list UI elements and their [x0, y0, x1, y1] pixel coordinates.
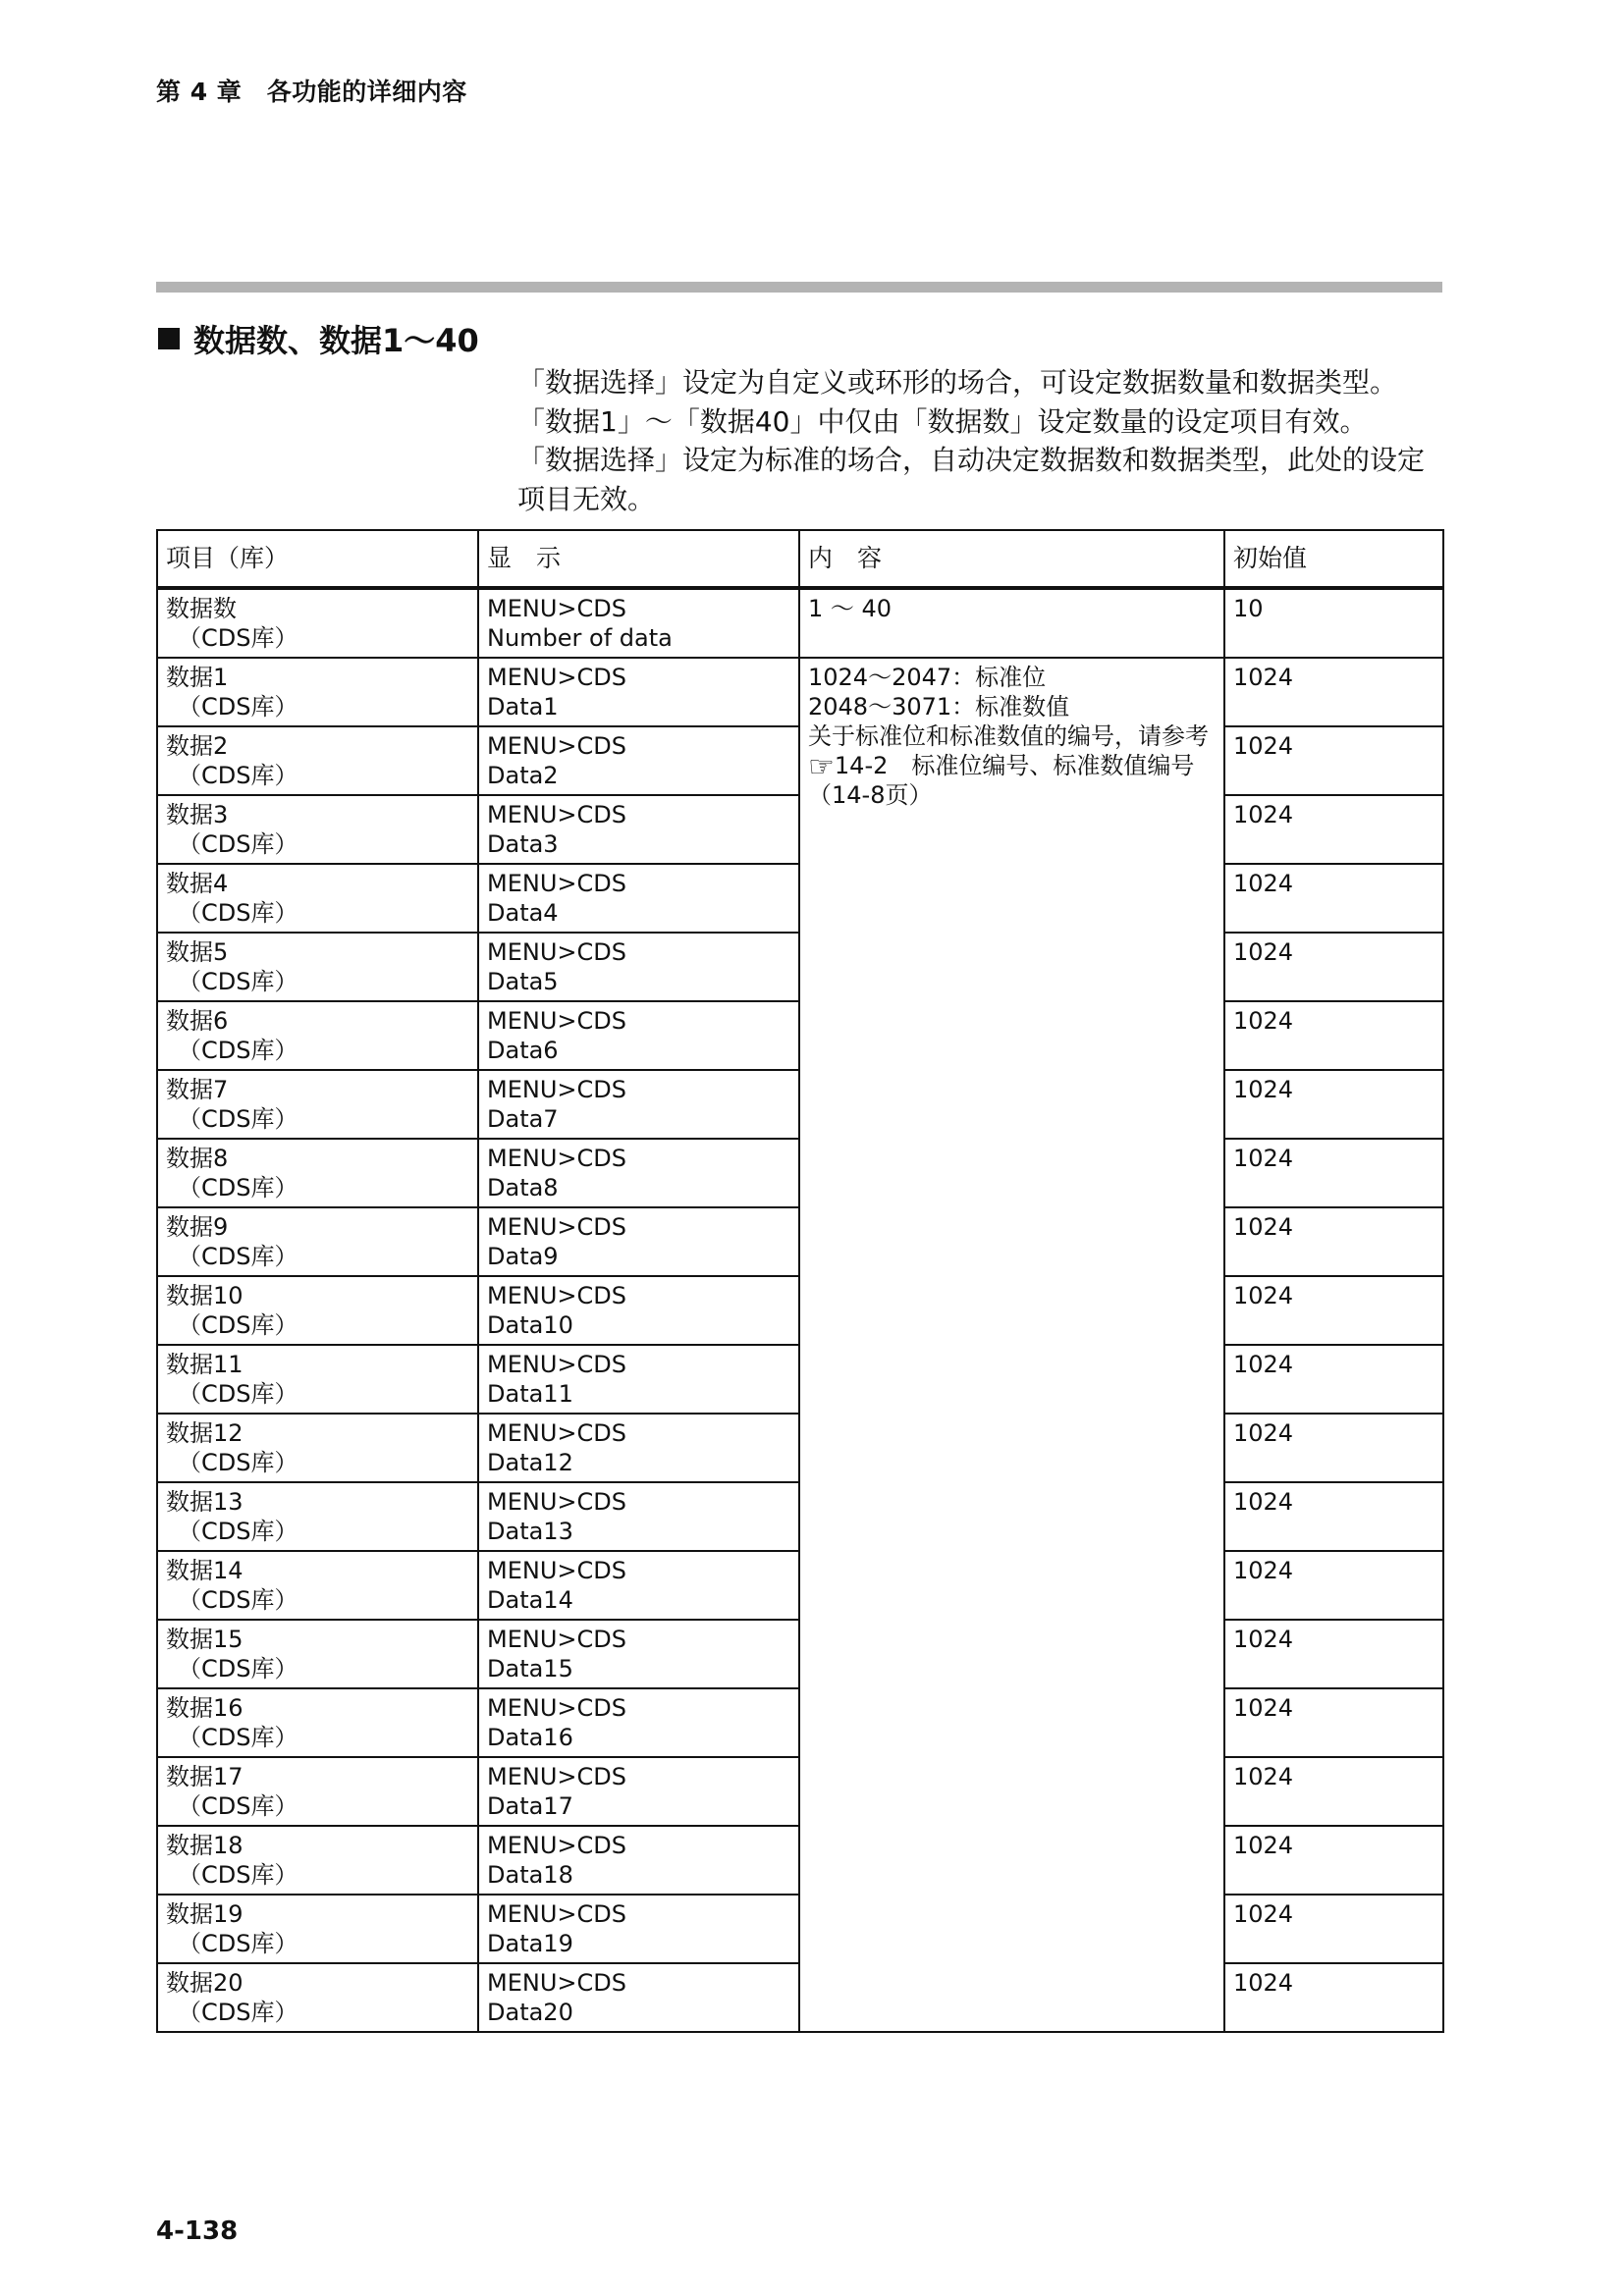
header-item: 项目（库） — [157, 530, 478, 588]
menu-path: MENU>CDS — [487, 1969, 626, 1997]
item-cell — [157, 1414, 478, 1482]
item-bank: （CDS库） — [178, 1105, 298, 1133]
display-name: Data18 — [487, 1861, 573, 1889]
item-name: 数据18 — [166, 1832, 244, 1859]
item-cell — [157, 658, 478, 726]
item-cell — [157, 1963, 478, 2032]
content-line: 2048～3071：标准数值 — [808, 693, 1070, 721]
display-name: Data10 — [487, 1311, 573, 1339]
display-name: Data11 — [487, 1380, 573, 1408]
initial-cell: 1024 — [1224, 933, 1443, 1001]
item-cell — [157, 1895, 478, 1963]
item-cell — [157, 1345, 478, 1414]
display-name: Data20 — [487, 1999, 573, 2026]
display-cell — [478, 1276, 799, 1345]
menu-path: MENU>CDS — [487, 595, 626, 622]
table-header-row — [157, 530, 1443, 588]
header-display: 显 示 — [478, 530, 799, 588]
display-cell — [478, 1620, 799, 1688]
item-bank: （CDS库） — [178, 1999, 298, 2026]
item-name: 数据13 — [166, 1488, 244, 1516]
initial-cell: 10 — [1224, 588, 1443, 658]
item-cell — [157, 1482, 478, 1551]
display-name: Data4 — [487, 899, 559, 927]
menu-path: MENU>CDS — [487, 870, 626, 897]
display-cell — [478, 933, 799, 1001]
table-row — [157, 588, 1443, 658]
initial-cell: 1024 — [1224, 1551, 1443, 1620]
section-title: 数据数、数据1～40 — [193, 322, 479, 359]
item-name: 数据数 — [166, 595, 237, 622]
display-cell — [478, 1688, 799, 1757]
intro-paragraph: 「数据选择」设定为自定义或环形的场合，可设定数据数量和数据类型。 — [517, 366, 1398, 399]
display-cell — [478, 588, 799, 658]
item-bank: （CDS库） — [178, 1243, 298, 1270]
item-bank: （CDS库） — [178, 1586, 298, 1614]
item-cell — [157, 1620, 478, 1688]
display-cell — [478, 1895, 799, 1963]
initial-cell: 1024 — [1224, 1207, 1443, 1276]
display-cell — [478, 1551, 799, 1620]
item-cell — [157, 1276, 478, 1345]
item-cell — [157, 588, 478, 658]
display-name: Data14 — [487, 1586, 573, 1614]
item-cell — [157, 1001, 478, 1070]
initial-cell: 1024 — [1224, 1070, 1443, 1139]
menu-path: MENU>CDS — [487, 1419, 626, 1447]
display-cell — [478, 1963, 799, 2032]
item-bank: （CDS库） — [178, 1518, 298, 1545]
section-intro — [517, 363, 1445, 518]
item-bank: （CDS库） — [178, 968, 298, 995]
display-name: Number of data — [487, 624, 673, 652]
display-cell — [478, 1139, 799, 1207]
display-cell — [478, 1826, 799, 1895]
display-cell — [478, 1345, 799, 1414]
item-name: 数据16 — [166, 1694, 244, 1722]
item-bank: （CDS库） — [178, 1792, 298, 1820]
display-name: Data8 — [487, 1174, 559, 1201]
intro-paragraph: 「数据选择」设定为标准的场合，自动决定数据数和数据类型，此处的设定项目无效。 — [517, 444, 1426, 515]
merged-content-cell — [799, 658, 1224, 2032]
item-bank: （CDS库） — [178, 1174, 298, 1201]
header-initial: 初始值 — [1224, 530, 1443, 588]
item-bank: （CDS库） — [178, 1380, 298, 1408]
item-name: 数据10 — [166, 1282, 244, 1309]
cross-reference-text: 14-2 标准位编号、标准数值编号 （14-8页） — [808, 752, 1218, 809]
item-name: 数据9 — [166, 1213, 229, 1241]
display-name: Data16 — [487, 1724, 573, 1751]
initial-cell: 1024 — [1224, 1895, 1443, 1963]
item-cell — [157, 1688, 478, 1757]
display-cell — [478, 726, 799, 795]
menu-path: MENU>CDS — [487, 1007, 626, 1035]
menu-path: MENU>CDS — [487, 732, 626, 760]
initial-cell: 1024 — [1224, 795, 1443, 864]
initial-cell: 1024 — [1224, 726, 1443, 795]
item-bank: （CDS库） — [178, 1449, 298, 1476]
initial-cell: 1024 — [1224, 1963, 1443, 2032]
display-name: Data3 — [487, 830, 559, 858]
display-cell — [478, 1757, 799, 1826]
item-bank: （CDS库） — [178, 762, 298, 789]
initial-cell: 1024 — [1224, 1414, 1443, 1482]
cross-reference[interactable] — [808, 751, 1216, 810]
item-cell — [157, 1551, 478, 1620]
item-bank: （CDS库） — [178, 1037, 298, 1064]
item-bank: （CDS库） — [178, 830, 298, 858]
item-bank: （CDS库） — [178, 1655, 298, 1682]
display-cell — [478, 1070, 799, 1139]
parameter-table — [156, 529, 1444, 2033]
initial-cell: 1024 — [1224, 1139, 1443, 1207]
menu-path: MENU>CDS — [487, 1282, 626, 1309]
item-name: 数据12 — [166, 1419, 244, 1447]
initial-cell: 1024 — [1224, 1620, 1443, 1688]
display-cell — [478, 864, 799, 933]
display-name: Data13 — [487, 1518, 573, 1545]
item-name: 数据15 — [166, 1626, 244, 1653]
display-cell — [478, 1207, 799, 1276]
section-divider — [156, 282, 1442, 293]
item-bank: （CDS库） — [178, 1861, 298, 1889]
initial-cell: 1024 — [1224, 1826, 1443, 1895]
item-name: 数据2 — [166, 732, 229, 760]
content-cell: 1 ～ 40 — [799, 588, 1224, 658]
item-cell — [157, 1757, 478, 1826]
item-name: 数据20 — [166, 1969, 244, 1997]
menu-path: MENU>CDS — [487, 1076, 626, 1103]
menu-path: MENU>CDS — [487, 1213, 626, 1241]
item-name: 数据5 — [166, 938, 229, 966]
item-name: 数据4 — [166, 870, 229, 897]
display-name: Data19 — [487, 1930, 573, 1957]
item-name: 数据3 — [166, 801, 229, 828]
pointing-hand-icon: ☞ — [808, 750, 835, 784]
item-bank: （CDS库） — [178, 624, 298, 652]
display-name: Data7 — [487, 1105, 559, 1133]
menu-path: MENU>CDS — [487, 1694, 626, 1722]
item-bank: （CDS库） — [178, 1724, 298, 1751]
menu-path: MENU>CDS — [487, 1145, 626, 1172]
square-bullet-icon — [158, 328, 180, 349]
item-bank: （CDS库） — [178, 899, 298, 927]
item-cell — [157, 933, 478, 1001]
display-name: Data17 — [487, 1792, 573, 1820]
display-name: Data1 — [487, 693, 559, 721]
display-cell — [478, 1001, 799, 1070]
menu-path: MENU>CDS — [487, 938, 626, 966]
item-cell — [157, 1826, 478, 1895]
item-cell — [157, 1070, 478, 1139]
item-name: 数据1 — [166, 664, 229, 691]
item-cell — [157, 1139, 478, 1207]
menu-path: MENU>CDS — [487, 1351, 626, 1378]
initial-cell: 1024 — [1224, 864, 1443, 933]
item-name: 数据11 — [166, 1351, 244, 1378]
display-name: Data5 — [487, 968, 559, 995]
initial-cell: 1024 — [1224, 1276, 1443, 1345]
menu-path: MENU>CDS — [487, 1900, 626, 1928]
display-name: Data15 — [487, 1655, 573, 1682]
item-cell — [157, 795, 478, 864]
display-name: Data12 — [487, 1449, 573, 1476]
menu-path: MENU>CDS — [487, 1626, 626, 1653]
initial-cell: 1024 — [1224, 1482, 1443, 1551]
item-name: 数据7 — [166, 1076, 229, 1103]
item-bank: （CDS库） — [178, 1311, 298, 1339]
section-heading — [158, 316, 479, 361]
display-cell — [478, 1414, 799, 1482]
item-name: 数据19 — [166, 1900, 244, 1928]
item-name: 数据17 — [166, 1763, 244, 1790]
display-cell — [478, 795, 799, 864]
item-name: 数据14 — [166, 1557, 244, 1584]
header-content: 内 容 — [799, 530, 1224, 588]
item-cell — [157, 864, 478, 933]
display-name: Data2 — [487, 762, 559, 789]
menu-path: MENU>CDS — [487, 1557, 626, 1584]
item-bank: （CDS库） — [178, 693, 298, 721]
initial-cell: 1024 — [1224, 658, 1443, 726]
item-name: 数据6 — [166, 1007, 229, 1035]
content-line: 1024～2047：标准位 — [808, 664, 1047, 691]
initial-cell: 1024 — [1224, 1688, 1443, 1757]
item-cell — [157, 726, 478, 795]
item-bank: （CDS库） — [178, 1930, 298, 1957]
display-cell — [478, 658, 799, 726]
intro-paragraph: 「数据1」～「数据40」中仅由「数据数」设定数量的设定项目有效。 — [517, 404, 1368, 438]
display-name: Data9 — [487, 1243, 559, 1270]
menu-path: MENU>CDS — [487, 1763, 626, 1790]
initial-cell: 1024 — [1224, 1757, 1443, 1826]
display-name: Data6 — [487, 1037, 559, 1064]
chapter-header: 第 4 章 各功能的详细内容 — [156, 78, 467, 106]
initial-cell: 1024 — [1224, 1345, 1443, 1414]
item-cell — [157, 1207, 478, 1276]
display-cell — [478, 1482, 799, 1551]
menu-path: MENU>CDS — [487, 801, 626, 828]
initial-cell: 1024 — [1224, 1001, 1443, 1070]
menu-path: MENU>CDS — [487, 1832, 626, 1859]
menu-path: MENU>CDS — [487, 1488, 626, 1516]
page-number: 4-138 — [156, 2216, 239, 2246]
item-name: 数据8 — [166, 1145, 229, 1172]
menu-path: MENU>CDS — [487, 664, 626, 691]
content-line: 关于标准位和标准数值的编号，请参考 — [808, 722, 1209, 750]
table-row — [157, 658, 1443, 726]
